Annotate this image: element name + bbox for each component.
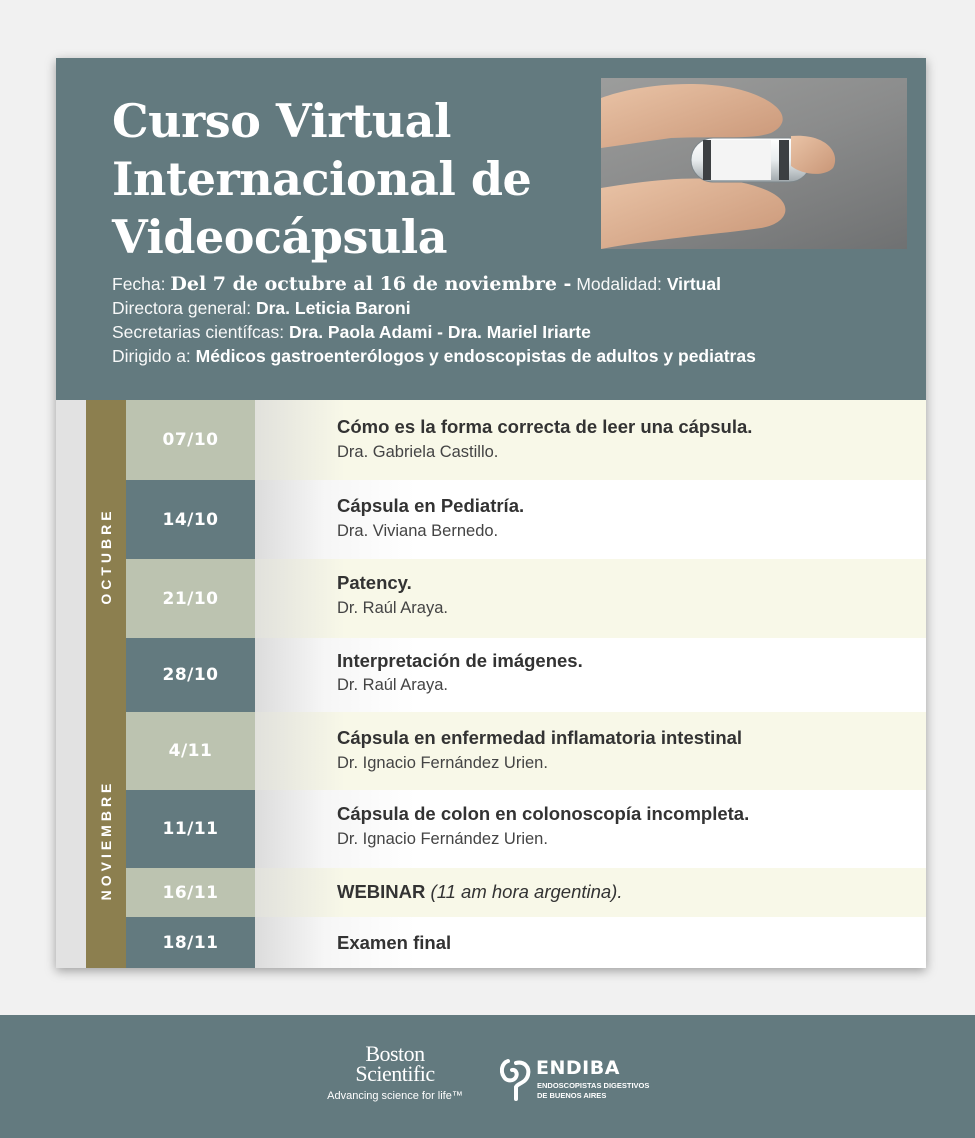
session-row: [126, 868, 926, 917]
endiba-sub-line: ENDOSCOPISTAS DIGESTIVOS: [537, 1081, 650, 1090]
session-title: WEBINAR: [337, 881, 426, 902]
boston-tagline: Advancing science for life™: [327, 1090, 463, 1102]
session-info: [255, 480, 926, 560]
session-info: [255, 917, 926, 968]
session-date: 14/10: [126, 480, 255, 559]
session-speaker: Dr. Raúl Araya.: [337, 599, 448, 617]
session-row: [126, 559, 926, 638]
session-row: [126, 480, 926, 559]
boston-name-line2: Scientific: [355, 1061, 435, 1086]
session-note: (11 am hora argentina).: [430, 881, 623, 902]
month-text: NOVIEMBRE: [98, 779, 114, 901]
session-date: 11/11: [126, 790, 255, 868]
boston-scientific-logo: [320, 1041, 470, 1102]
endiba-name: ENDIBA: [536, 1057, 620, 1079]
left-strip: [56, 400, 86, 968]
endiba-emblem-icon: [500, 1057, 532, 1101]
session-info: [255, 559, 926, 639]
modalidad-value: Virtual: [666, 274, 721, 294]
fecha-row: [112, 272, 912, 296]
endiba-logo: [500, 1057, 650, 1106]
dirigido-row: [112, 344, 912, 368]
capsule-hand-image: [601, 78, 907, 249]
endiba-subtitle: [537, 1081, 649, 1101]
secretarias-row: [112, 320, 912, 344]
session-info: [255, 400, 926, 481]
course-header: [56, 58, 926, 400]
month-label-noviembre: [86, 712, 126, 968]
session-row: [126, 400, 926, 480]
session-speaker: Dr. Raúl Araya.: [337, 676, 448, 694]
session-info: [255, 790, 926, 869]
boston-name-line1: Boston: [365, 1041, 425, 1066]
session-speaker: Dra. Gabriela Castillo.: [337, 443, 499, 461]
session-title: Cómo es la forma correcta de leer una cápsula.: [337, 416, 753, 437]
fecha-label: Fecha:: [112, 274, 166, 294]
session-info: [255, 868, 926, 918]
session-title: Cápsula en Pediatría.: [337, 495, 525, 516]
dirigido-value: Médicos gastroenterólogos y endoscopistas de adultos y pediatras: [195, 346, 756, 366]
session-speaker: Dr. Ignacio Fernández Urien.: [337, 754, 548, 772]
month-label-octubre: [86, 400, 126, 712]
session-row: [126, 790, 926, 868]
session-title: Cápsula de colon en colonoscopía incompleta.: [337, 803, 750, 824]
session-title: Cápsula en enfermedad inflamatoria intestinal: [337, 727, 743, 748]
session-date: 4/11: [126, 712, 255, 790]
session-row: [126, 638, 926, 712]
course-details: [112, 272, 912, 368]
session-date: 18/11: [126, 917, 255, 968]
session-title: Patency.: [337, 572, 412, 593]
course-title: [112, 92, 582, 266]
session-info: [255, 638, 926, 713]
dirigido-label: Dirigido a:: [112, 346, 191, 366]
session-title: Examen final: [337, 932, 452, 953]
secretarias-value: Dra. Paola Adami - Dra. Mariel Iriarte: [289, 322, 591, 342]
session-row: [126, 917, 926, 968]
directora-row: [112, 296, 912, 320]
session-date: 21/10: [126, 559, 255, 638]
capsule-photo: [601, 78, 907, 249]
directora-label: Directora general:: [112, 298, 252, 318]
title-line: Videocápsula: [112, 210, 448, 264]
session-date: 07/10: [126, 400, 255, 480]
session-speaker: Dra. Viviana Bernedo.: [337, 522, 499, 540]
session-date: 16/11: [126, 868, 255, 917]
session-title-row: [337, 881, 623, 903]
session-title: Interpretación de imágenes.: [337, 650, 583, 671]
course-card: [56, 58, 926, 968]
modalidad-label: Modalidad:: [576, 274, 662, 294]
fecha-value: Del 7 de octubre al 16 de noviembre -: [170, 273, 572, 295]
endiba-sub-line: DE BUENOS AIRES: [537, 1091, 607, 1100]
directora-value: Dra. Leticia Baroni: [255, 298, 411, 318]
session-speaker: Dr. Ignacio Fernández Urien.: [337, 830, 548, 848]
session-row: [126, 712, 926, 790]
session-date: 28/10: [126, 638, 255, 712]
month-text: OCTUBRE: [98, 507, 114, 605]
session-info: [255, 712, 926, 791]
title-line: Internacional de: [112, 152, 532, 206]
sponsor-footer: [0, 1015, 975, 1138]
title-line: Curso Virtual: [112, 94, 451, 148]
secretarias-label: Secretarias científcas:: [112, 322, 285, 342]
schedule-table: [56, 400, 926, 968]
